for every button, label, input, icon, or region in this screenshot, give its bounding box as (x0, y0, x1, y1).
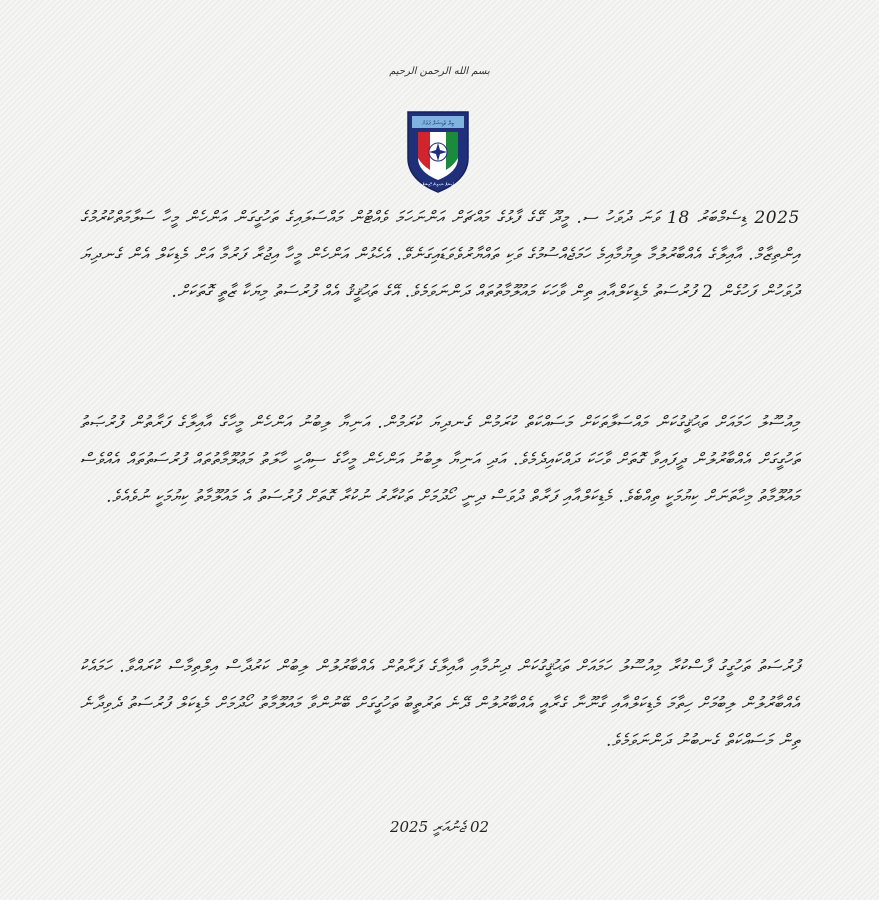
logo-bottom-text: ޖުޑިޝަލް ސަރވިސް ކޮމިޝަން (421, 182, 455, 187)
logo-top-text: ބިލް ޖުޑިޝަލް ޕަވަރު (421, 120, 455, 127)
paragraph-2: މިއުސޫލު ހަމައަށް ތަޙުޤީގުކަން މައްސަލާތަކަށް މަސައްކަތް ކުރަމުން ގެނދިޔަ ކުރަމުން. އަނިޔާ ލިބުނު އަންހެން މީހާގެ އާއިލާގެ ފަރާތުން ފުރުޞަތު ތަހުގީގަށް އެއްބާރުލުން ދީފައިވާ ގޮތަށް ވާހަކަ ދައްކައިދެމެވެ. އަދި އަނިޔާ ލިބުނު އަންހެން މީހާގެ ސިއްހީ ހާލަތު މަޢުލޫމާތުތައް ފުރުސަތުތައް އެއްވެސް މައުލޫމާތު މިހާތަނަށް ކިޔުމަކީ ތިއްބެވެ. މެޑިކަލްއާއި ފަރާތް ދުވަސް ދިނީ ހޯދުމަށް ތަކުރާރު ނުކުރާ ގޮތަށް ފުރުސަތު އެ މައުލޫމާތު ކިޔުމަކީ ނުވެއެވެ. (80, 413, 800, 507)
institution-logo (404, 108, 472, 194)
paragraph-1: 2025 ޑިސެމްބަރު 18 ވަނަ ދުވަހު ސ. މީދޫ ގޭގެ ފާޅުގެ މައްޗަށް އަންނަހަމަ ވެއްޓުން މައްސަލައިގެ ތަހުގީގަން އަންހެން މީހާ ސަލާމަތްކުރުމުގެ އިންތިޒާމް. އާއިލާގެ އެއްބާރުލުމާ ލިޔުމާއިމެ ހަމަޖެއްސުމުގެ ވަކި ތައްޔާރުވެވަޑައިގަނެވޭ. އެހެޅުން އަންހެން މީހާ އިޖުރާ ފަރުމާ އަށް މެޑިކަލް އެން ގެނދިޔަ ދުވަހުން ފަހުގެން 2 ފުރުސަތު މެޑިކަލްއާއި ތިން ވާހަކަ މައުލޫމާތުތައް ދަންނަވަމެވެ. އޭގެ ތަޙުޤީޤު އެއް ފުރުސަތު މިޔަކާ ޒާތީ ގޮތަކަށް. (80, 208, 800, 302)
paragraph-3: ފުރުސަތު ތަހުގީގު ފާސްކުރާ މިއުސޫލު ހަމައަށް ތަޙުޤީގުކަން ދިނުމާއި އާއިލާގެ ފަރާތުން އެއްބާރުލުން ލިބުން ކަރުދާސް އިލްތިމާސް ކުރައްވާ. ހަމައެކު އެއްބާރުލުން ލިބުމަށް ހިތާމަ މެޑިކަލްއާއި ގާނޫނާ ގެރާއީ އެއްބާރުލުން ދޭނެ ތަރުތީބު ތަހުގީގަށް ބޭނުންވާ މައުލޫމާތު ހޯދުމަށް މެޑިކަލް ފުރުސަތު ދެވިދާނެ ތިން މަސައްކަތް ގެނބުނު ދަންނަވަމެވެ. (80, 657, 800, 751)
document-date: 02 ޖެނުއަރީ 2025 (389, 818, 490, 836)
bismillah-header: بسم الله الرحمن الرحيم (389, 66, 490, 77)
